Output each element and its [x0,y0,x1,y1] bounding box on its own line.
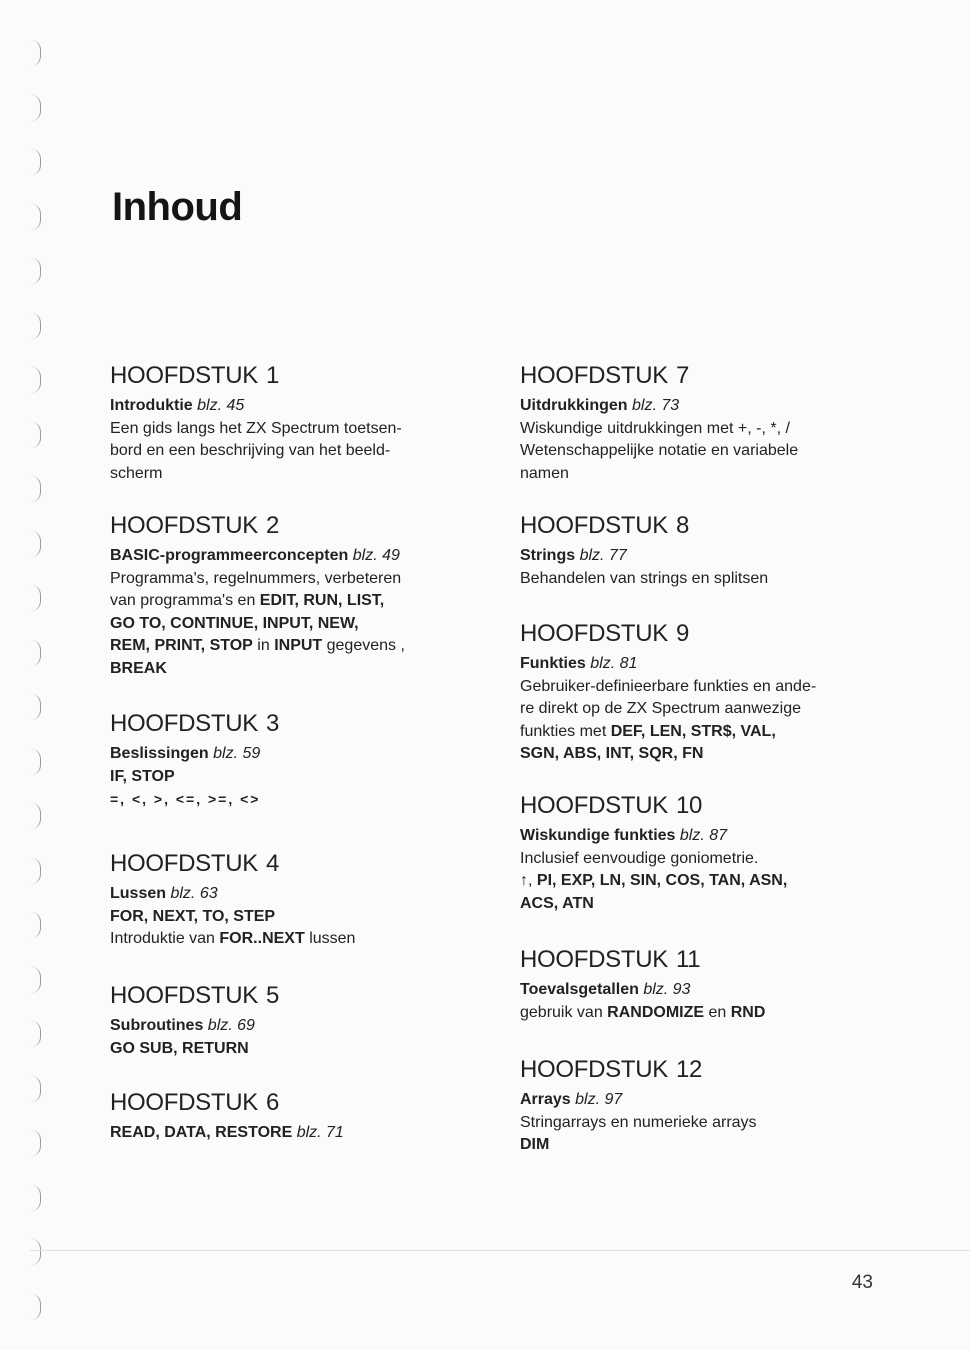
body-text: en [704,1003,731,1021]
keyword-text: Introduktie [110,397,193,414]
chapter-word: HOOFDSTUK [520,946,668,973]
chapter-description-line [520,676,850,699]
page-reference: blz. 59 [213,745,261,762]
body-text: Wiskundige uitdrukkingen met +, -, *, / [520,419,790,437]
chapter-description-line [110,928,440,951]
chapter-description-line [520,1112,850,1135]
chapter-number: 3 [265,710,280,737]
chapter-number: 1 [265,362,280,389]
chapter-number: 2 [265,512,280,539]
chapter-description-line [110,788,440,812]
binding-ring [30,531,41,557]
keyword-text: DIM [520,1136,550,1153]
page-reference: blz. 49 [352,547,400,564]
body-text: funkties met [520,722,611,740]
body-text: Inclusief eenvoudige goniometrie. [520,849,759,867]
chapter-heading [520,946,850,974]
body-text: gegevens , [322,637,405,654]
binding-ring [30,858,41,884]
chapter-heading [110,1089,440,1117]
keyword-text: Subroutines [110,1017,204,1034]
binding-ring [30,476,41,502]
keyword-text: READ, DATA, RESTORE [110,1124,293,1141]
body-text: Introduktie van [110,930,220,947]
keyword-text: Uitdrukkingen [520,397,628,414]
page-reference: blz. 73 [632,397,680,414]
page-reference: blz. 77 [579,547,627,564]
chapter-entry [520,1056,850,1157]
chapter-entry [520,512,850,590]
chapter-subject-line [520,825,850,848]
body-text: re direkt op de ZX Spectrum aanwezige [520,700,802,717]
body-text: gebruik van [520,1003,608,1021]
chapter-heading [110,512,440,540]
chapter-subject-line [110,743,440,766]
chapter-heading [110,362,440,390]
binding-ring [30,967,41,993]
chapter-subject-line [520,979,850,1002]
page-divider [30,1250,970,1251]
binding-ring [30,1239,41,1265]
binding-ring [30,367,41,393]
binding-ring [30,749,41,775]
body-text: scherm [110,464,163,482]
chapter-description-line [520,698,850,721]
body-text: bord en een beschrijving van het beeld- [110,442,391,459]
chapter-entry [110,850,440,951]
keyword-text: FOR..NEXT [219,930,305,947]
chapter-subject-line [520,1089,850,1112]
keyword-text: ACS, ATN [520,894,594,912]
spiral-binding [30,40,50,1320]
chapter-description-line [520,893,850,916]
chapter-description-line [520,1002,850,1025]
chapter-description-line [110,590,440,613]
chapter-description-line [110,906,440,929]
keyword-text: SGN, ABS, INT, SQR, FN [520,745,704,762]
chapter-description-line [110,613,440,636]
chapter-entry [520,946,850,1024]
keyword-text: Wiskundige funkties [520,827,676,844]
chapter-description-line [520,721,850,744]
body-text: lussen [304,930,356,947]
chapter-subject-line [520,395,850,418]
chapter-description-line [520,463,850,486]
body-text: namen [520,464,569,482]
keyword-text: PI, EXP, LN, SIN, COS, TAN, ASN, [536,872,788,889]
chapter-subject-line [110,545,440,568]
binding-ring [30,422,41,448]
chapter-description-line [520,1134,850,1157]
page-reference: blz. 97 [575,1091,623,1108]
chapter-subject-line [110,883,440,906]
chapter-word: HOOFDSTUK [520,792,668,819]
body-text: Programma's, regelnummers, verbeteren [110,569,402,587]
binding-ring [30,1294,41,1320]
page-reference: blz. 63 [170,885,218,902]
chapter-entry [110,362,440,485]
binding-ring [30,1130,41,1156]
binding-ring [30,258,41,284]
chapter-number: 4 [265,850,280,877]
keyword-text: Strings [520,547,576,564]
chapter-word: HOOFDSTUK [520,1056,668,1083]
binding-ring [30,313,41,339]
keyword-text: FOR, NEXT, TO, STEP [110,907,276,925]
chapter-number: 8 [675,512,690,539]
chapter-number: 5 [265,982,280,1009]
chapter-description-line [110,635,440,658]
chapter-entry [520,620,850,766]
body-text: Gebruiker-definieerbare funkties en ande- [520,677,817,695]
chapter-number: 10 [675,792,703,819]
chapter-entry [110,982,440,1060]
keyword-text: Beslissingen [110,745,209,762]
body-text: van programma's en [110,592,260,609]
binding-ring [30,1185,41,1211]
chapter-description-line [520,440,850,463]
chapter-subject-line [110,1122,440,1145]
body-text: in [252,637,275,654]
keyword-text: RANDOMIZE [607,1003,705,1021]
body-text: Wetenschappelijke notatie en variabele [520,442,799,459]
page-title: Inhoud [112,185,243,229]
binding-ring [30,640,41,666]
chapter-entry [520,792,850,915]
binding-ring [30,912,41,938]
chapter-description-line [110,440,440,463]
binding-ring [30,40,41,66]
binding-ring [30,585,41,611]
chapter-description-line [110,418,440,441]
chapter-word: HOOFDSTUK [110,982,258,1009]
keyword-text: INPUT [274,637,323,654]
chapter-number: 6 [265,1089,280,1116]
chapter-description-line [520,743,850,766]
keyword-text: REM, PRINT, STOP [110,637,253,654]
keyword-text: GO SUB, RETURN [110,1039,249,1057]
chapter-heading [520,1056,850,1084]
chapter-number: 9 [675,620,690,647]
chapter-subject-line [520,545,850,568]
chapter-word: HOOFDSTUK [520,512,668,539]
chapter-heading [520,792,850,820]
body-text: ↑, [520,872,537,889]
chapter-word: HOOFDSTUK [110,850,258,877]
chapter-description-line [110,568,440,591]
chapter-word: HOOFDSTUK [520,620,668,647]
binding-ring [30,1021,41,1047]
page-reference: blz. 71 [296,1124,344,1141]
page-reference: blz. 69 [207,1017,255,1034]
chapter-word: HOOFDSTUK [110,512,258,539]
keyword-text: IF, STOP [110,767,175,785]
chapter-entry [110,1089,440,1145]
keyword-text: =, <, >, <=, >=, <> [110,791,261,807]
page-reference: blz. 87 [679,827,728,844]
keyword-text: RND [730,1003,766,1021]
keyword-text: DEF, LEN, STR$, VAL, [610,722,776,740]
binding-ring [30,204,41,230]
page-reference: blz. 45 [197,397,245,414]
chapter-heading [520,362,850,390]
chapter-word: HOOFDSTUK [110,362,258,389]
chapter-entry [520,362,850,485]
chapter-description-line [520,418,850,441]
page-reference: blz. 93 [643,981,691,998]
chapter-word: HOOFDSTUK [110,1089,258,1116]
keyword-text: EDIT, RUN, LIST, [259,592,385,609]
body-text: Behandelen van strings en splitsen [520,569,769,587]
binding-ring [30,803,41,829]
chapter-word: HOOFDSTUK [110,710,258,737]
chapter-entry [110,710,440,812]
chapter-heading [520,512,850,540]
chapter-subject-line [520,653,850,676]
chapter-description-line [520,870,850,893]
chapter-number: 11 [675,946,701,973]
keyword-text: Lussen [110,885,167,902]
chapter-description-line [110,658,440,681]
chapter-subject-line [110,395,440,418]
chapter-heading [110,982,440,1010]
page-number: 43 [851,1272,873,1293]
page-reference: blz. 81 [590,655,638,672]
chapter-heading [520,620,850,648]
body-text: Een gids langs het ZX Spectrum toetsen- [110,419,402,437]
binding-ring [30,1076,41,1102]
binding-ring [30,95,41,121]
chapter-description-line [110,463,440,486]
chapter-heading [110,850,440,878]
binding-ring [30,694,41,720]
chapter-entry [110,512,440,680]
chapter-description-line [110,766,440,789]
chapter-description-line [520,568,850,591]
chapter-word: HOOFDSTUK [520,362,668,389]
chapter-description-line [110,1038,440,1061]
chapter-subject-line [110,1015,440,1038]
keyword-text: Toevalsgetallen [520,981,639,998]
chapter-heading [110,710,440,738]
body-text: Stringarrays en numerieke arrays [520,1113,757,1131]
chapter-number: 12 [675,1056,703,1083]
chapter-number: 7 [675,362,690,389]
chapter-description-line [520,848,850,871]
keyword-text: Funkties [520,655,586,672]
binding-ring [30,149,41,175]
keyword-text: Arrays [520,1091,571,1108]
keyword-text: GO TO, CONTINUE, INPUT, NEW, [110,614,359,632]
keyword-text: BASIC-programmeerconcepten [110,547,349,564]
keyword-text: BREAK [110,659,167,677]
